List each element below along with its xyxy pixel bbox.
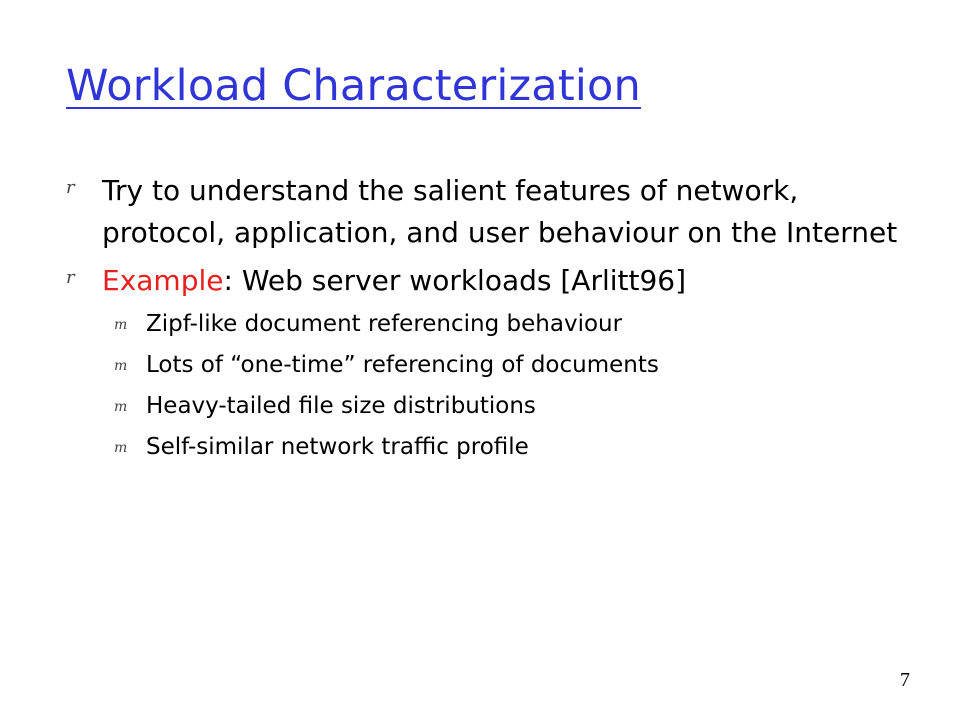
- highlight-text: Example: [102, 264, 224, 297]
- page-number: 7: [900, 669, 910, 691]
- bullet-text: : Web server workloads [Arlitt96]: [223, 264, 687, 297]
- sub-bullet-text: Zipf-like document referencing behaviour: [146, 311, 623, 337]
- sub-bullet-marker-icon: m: [114, 440, 128, 456]
- sub-bullet-item: [66, 308, 926, 341]
- sub-bullet-item: [66, 431, 926, 464]
- sub-bullet-text: Heavy-tailed file size distributions: [146, 393, 536, 419]
- bullet-marker-icon: r: [66, 267, 75, 288]
- sub-bullet-item: [66, 390, 926, 423]
- sub-bullet-marker-icon: m: [114, 399, 128, 415]
- bullet-text: Try to understand the salient features of network, protocol, application, and user behaviour on the Internet: [102, 174, 898, 249]
- sub-bullet-list: [66, 308, 926, 464]
- bullet-list: [66, 170, 926, 472]
- sub-bullet-text: Self-similar network traffic profile: [146, 434, 529, 460]
- bullet-item: [66, 260, 926, 302]
- bullet-item: [66, 170, 926, 254]
- sub-bullet-marker-icon: m: [114, 358, 128, 374]
- sub-bullet-marker-icon: m: [114, 317, 128, 333]
- slide-title: Workload Characterization: [66, 61, 641, 111]
- sub-bullet-text: Lots of “one-time” referencing of documents: [146, 352, 659, 378]
- sub-bullet-item: [66, 349, 926, 382]
- bullet-marker-icon: r: [66, 177, 75, 198]
